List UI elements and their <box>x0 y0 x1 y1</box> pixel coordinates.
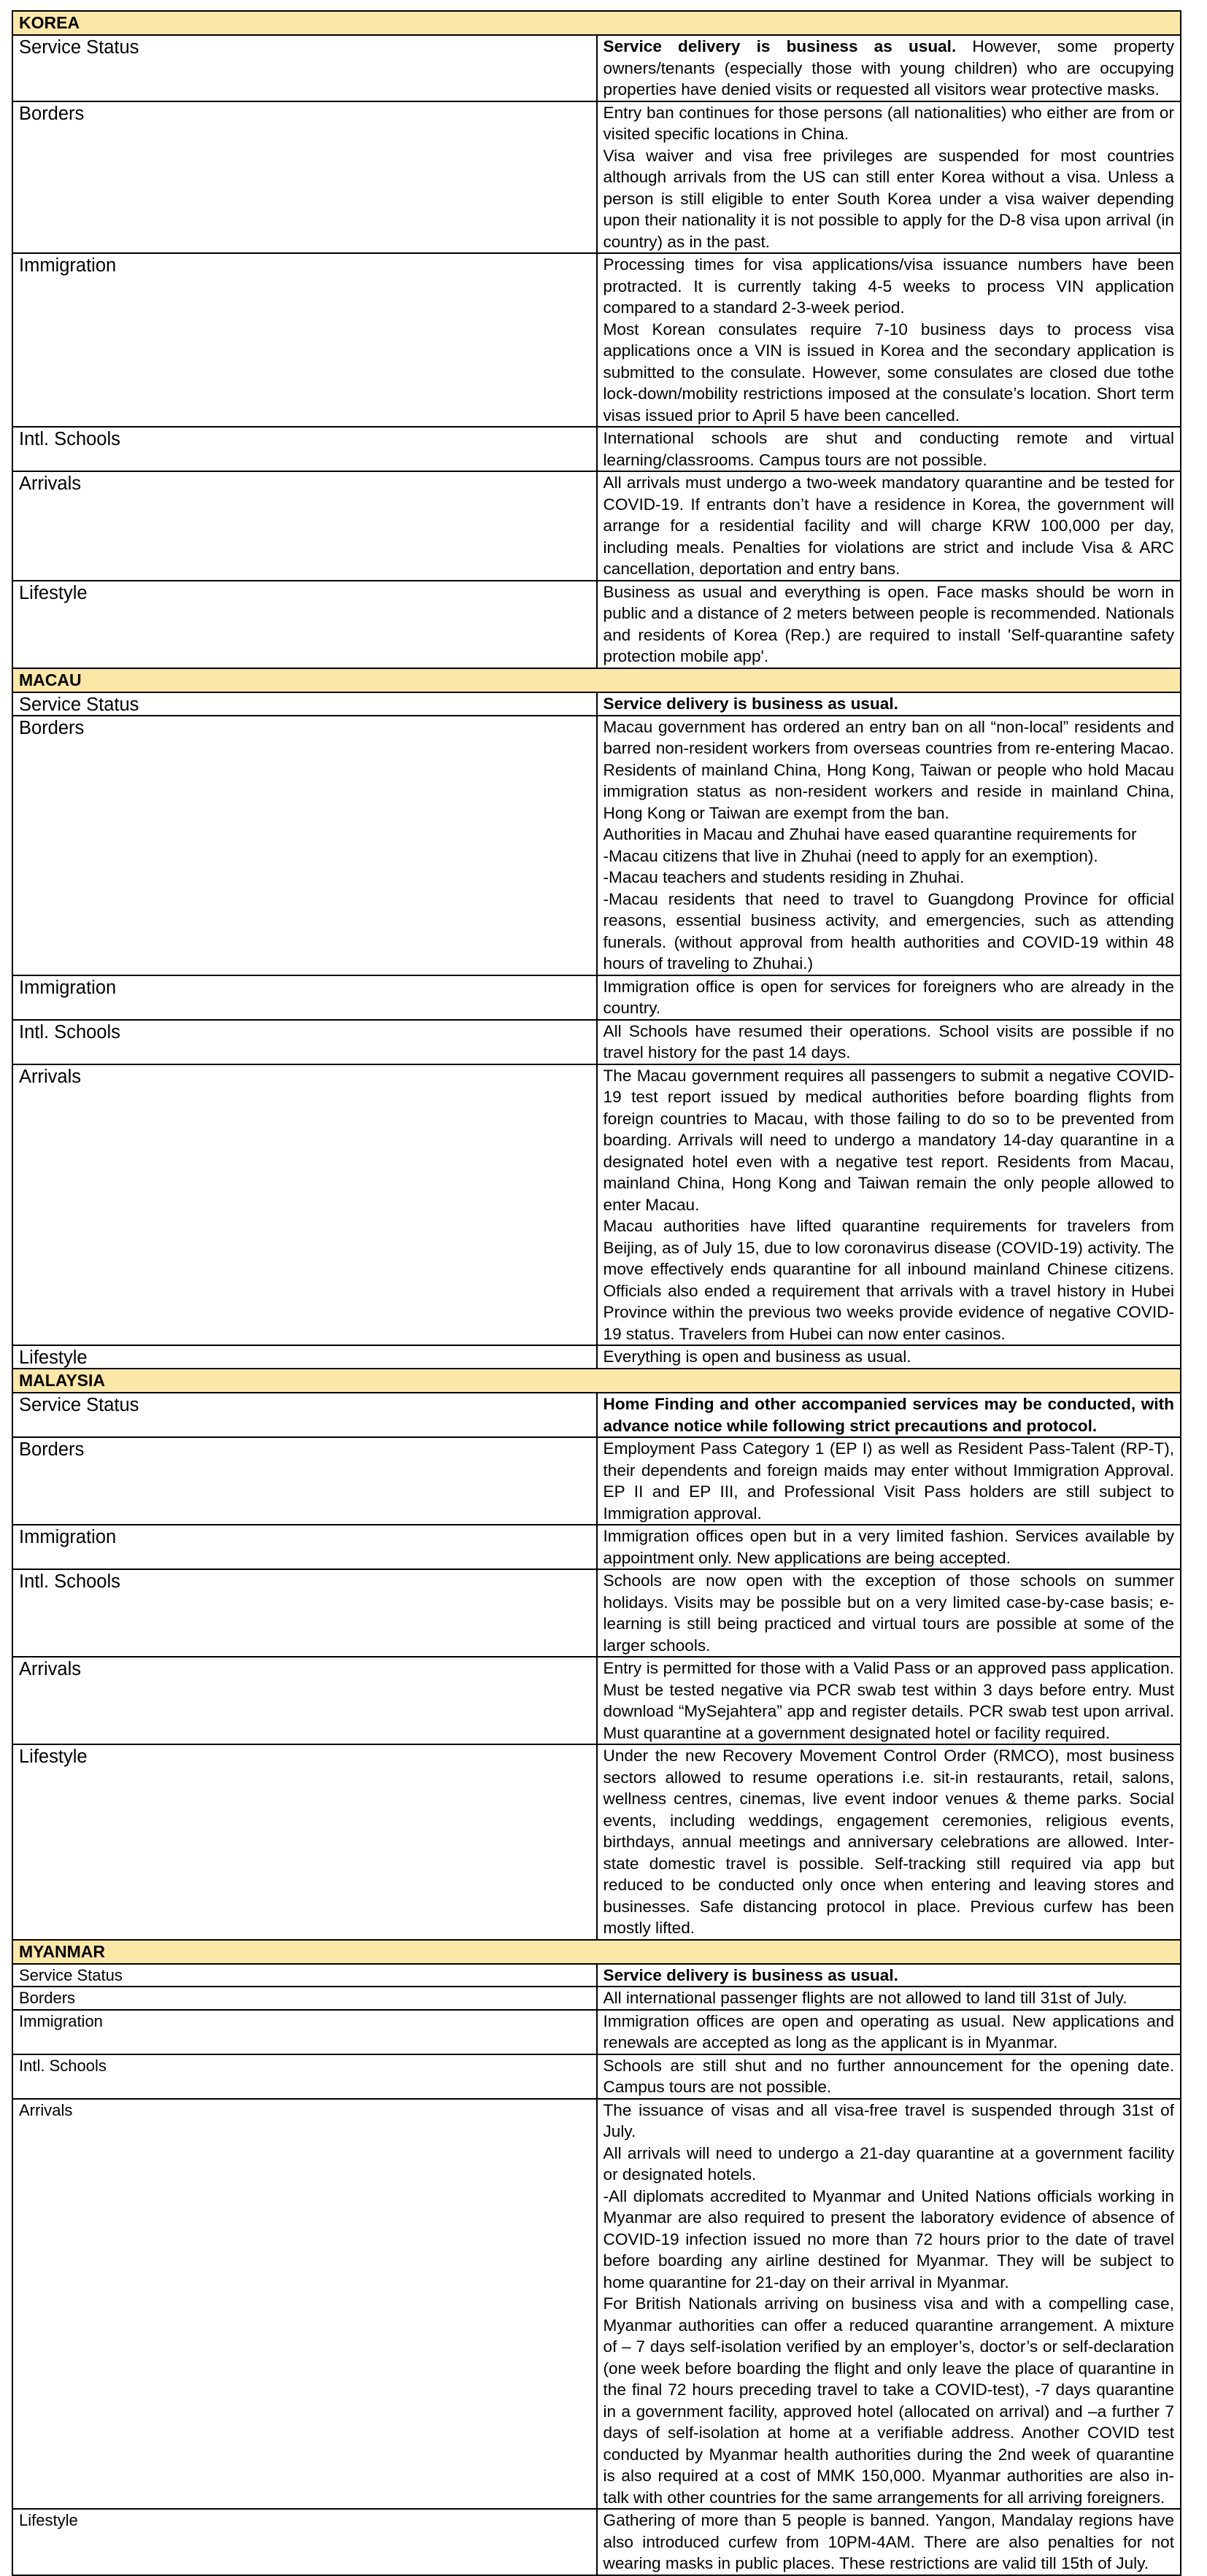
row-content <box>597 1569 1181 1657</box>
row-label: Immigration <box>12 253 597 427</box>
row-paragraph: Entry is permitted for those with a Valid Pass or an approved pass application. Must be tested negative via PCR swab test within 3 days before entry. Must download “MySejahtera” app and register details. PCR swab test upon arrival. Must quarantine at a government designated hotel or facility required. <box>603 1659 1174 1742</box>
table-row <box>12 1657 1181 1744</box>
table-row <box>12 1345 1181 1369</box>
table-row <box>12 471 1181 581</box>
status-statement: Service delivery is business as usual. <box>603 37 957 55</box>
row-content <box>597 1657 1181 1744</box>
row-label: Service Status <box>12 35 597 101</box>
row-paragraph: All arrivals must undergo a two-week mandatory quarantine and be tested for COVID-19. If entrants don’t have a residence in Korea, the government will arrange for a residential facility and will charge KRW 100,000 per day, including meals. Penalties for violations are strict and include Visa & ARC cancellation, deportation and entry bans. <box>603 473 1174 578</box>
row-paragraph: Immigration offices are open and operating as usual. New applications and renewals are accepted as long as the applicant is in Myanmar. <box>603 2011 1174 2051</box>
table-row <box>12 716 1181 975</box>
section-header-row <box>12 11 1181 35</box>
section-title: MACAU <box>12 668 1181 692</box>
table-row <box>12 2509 1181 2575</box>
row-label: Intl. Schools <box>12 1020 597 1064</box>
row-content <box>597 1345 1181 1369</box>
row-label: Borders <box>12 1987 597 2010</box>
section-title: KOREA <box>12 11 1181 35</box>
row-paragraph: Entry ban continues for those persons (all nationalities) who either are from or visited specific locations in China. <box>603 103 1174 143</box>
table-row <box>12 1525 1181 1569</box>
table-body <box>12 11 1181 2575</box>
row-paragraph: Immigration office is open for services for foreigners who are already in the country. <box>603 977 1174 1017</box>
table-row <box>12 427 1181 471</box>
row-label: Immigration <box>12 1525 597 1569</box>
table-row <box>12 35 1181 101</box>
row-content <box>597 716 1181 975</box>
table-row <box>12 253 1181 427</box>
row-content <box>597 692 1181 716</box>
table-row <box>12 1964 1181 1987</box>
section-title: MALAYSIA <box>12 1369 1181 1393</box>
row-content <box>597 1964 1181 1987</box>
row-label: Intl. Schools <box>12 1569 597 1657</box>
row-label: Arrivals <box>12 1064 597 1346</box>
table-row <box>12 1987 1181 2010</box>
row-paragraph: -Macau citizens that live in Zhuhai (need to apply for an exemption). <box>603 846 1098 865</box>
section-header-row <box>12 668 1181 692</box>
row-label: Immigration <box>12 975 597 1020</box>
row-label: Borders <box>12 101 597 254</box>
table-row <box>12 2054 1181 2099</box>
status-statement: Service delivery is business as usual. <box>603 694 898 713</box>
row-label: Arrivals <box>12 1657 597 1744</box>
row-label: Service Status <box>12 1964 597 1987</box>
table-row <box>12 1744 1181 1940</box>
row-label: Arrivals <box>12 471 597 581</box>
table-row <box>12 1064 1181 1346</box>
row-paragraph: The Macau government requires all passengers to submit a negative COVID-19 test report issued by medical authorities before boarding flights from foreign countries to Macau, with those failing to do so to be prevented from boarding. Arrivals will need to undergo a mandatory 14-day quarantine in a designated hotel even with a negative test report. Residents from Macau, mainland China, Hong Kong and Taiwan remain the only people allowed to enter Macau. <box>603 1066 1174 1214</box>
row-label: Service Status <box>12 692 597 716</box>
row-paragraph: However, some property owners/tenants (especially those with young children) who are occupying properties have denied visits or requested all visitors wear protective masks. <box>603 37 1175 98</box>
row-paragraph: All Schools have resumed their operations. School visits are possible if no travel history for the past 14 days. <box>603 1021 1174 1061</box>
table-row <box>12 581 1181 668</box>
row-label: Arrivals <box>12 2099 597 2510</box>
row-paragraph: Everything is open and business as usual. <box>603 1347 911 1366</box>
row-label: Lifestyle <box>12 1345 597 1369</box>
row-paragraph: Gathering of more than 5 people is banned. Yangon, Mandalay regions have also introduced curfew from 10PM-4AM. There are also penalties for not wearing masks in public places. These restrictions are valid till 15th of July. <box>603 2511 1174 2572</box>
row-paragraph: Authorities in Macau and Zhuhai have eased quarantine requirements for <box>603 825 1137 843</box>
row-content <box>597 253 1181 427</box>
row-content <box>597 975 1181 1020</box>
row-paragraph: Business as usual and everything is open. Face masks should be worn in public and a distance of 2 meters between people is recommended. Nationals and residents of Korea (Rep.) are required to install 'Self-quarantine safety protection mobile app'. <box>603 582 1174 665</box>
table-row <box>12 692 1181 716</box>
status-statement: Home Finding and other accompanied services may be conducted, with advance notice while following strict precautions and protocol. <box>603 1395 1174 1435</box>
row-label: Intl. Schools <box>12 427 597 471</box>
row-content <box>597 1744 1181 1940</box>
row-label: Lifestyle <box>12 1744 597 1940</box>
table-row <box>12 1569 1181 1657</box>
table-row <box>12 1437 1181 1525</box>
row-content <box>597 2509 1181 2575</box>
row-paragraph: All international passenger flights are not allowed to land till 31st of July. <box>603 1989 1127 2007</box>
row-content <box>597 1437 1181 1525</box>
row-paragraph: -All diplomats accredited to Myanmar and United Nations officials working in Myanmar are also required to present the laboratory evidence of absence of COVID-19 infection issued no more than 72 hours prior to the date of travel before boarding any airline destined for Myanmar. They will be subject to home quarantine for 21-day on their arrival in Myanmar. <box>603 2186 1174 2291</box>
section-header-row <box>12 1369 1181 1393</box>
row-content <box>597 581 1181 668</box>
table-row <box>12 975 1181 1020</box>
row-content <box>597 471 1181 581</box>
row-paragraph: All arrivals will need to undergo a 21-day quarantine at a government facility or designated hotels. <box>603 2143 1174 2184</box>
row-paragraph: Immigration offices open but in a very limited fashion. Services available by appointment only. New applications are being accepted. <box>603 1527 1174 1567</box>
row-paragraph: Most Korean consulates require 7-10 business days to process visa applications once a VIN is issued in Korea and the secondary application is submitted to the consulate. However, some consulates are closed due tothe lock-down/mobility restrictions imposed at the consulate’s location. Short term visas issued prior to April 5 have been cancelled. <box>603 320 1174 425</box>
section-header-row <box>12 1940 1181 1964</box>
row-content <box>597 1987 1181 2010</box>
row-content <box>597 101 1181 254</box>
row-label: Intl. Schools <box>12 2054 597 2099</box>
row-paragraph: Schools are still shut and no further announcement for the opening date. Campus tours are not possible. <box>603 2056 1174 2096</box>
table-row <box>12 1393 1181 1437</box>
row-content <box>597 35 1181 101</box>
row-paragraph: -Macau teachers and students residing in Zhuhai. <box>603 868 965 886</box>
row-label: Immigration <box>12 2010 597 2054</box>
row-content <box>597 1393 1181 1437</box>
row-label: Lifestyle <box>12 2509 597 2575</box>
row-paragraph: -Macau residents that need to travel to Guangdong Province for official reasons, essential business activity, and emergencies, such as attending funerals. (without approval from health authorities and COVID-19 within 48 hours of traveling to Zhuhai.) <box>603 889 1174 972</box>
section-title: MYANMAR <box>12 1940 1181 1964</box>
row-label: Lifestyle <box>12 581 597 668</box>
row-paragraph: Visa waiver and visa free privileges are suspended for most countries although arrivals from the US can still enter Korea without a visa. Unless a person is still eligible to enter South Korea under a visa waiver depending upon their nationality it is not possible to apply for the D-8 visa upon arrival (in country) as in the past. <box>603 146 1174 251</box>
row-content <box>597 1525 1181 1569</box>
row-content <box>597 1064 1181 1346</box>
row-paragraph: For British Nationals arriving on business visa and with a compelling case, Myanmar authorities can offer a reduced quarantine arrangement. A mixture of – 7 days self-isolation verified by an employer’s, doctor’s or self-declaration (one week before boarding the flight and only leave the place of quarantine in the final 72 hours preceding travel to take a COVID-test), -7 days quarantine in a government facility, approved hotel (allocated on arrival) and –a further 7 days of self-isolation at home at a verifiable address. Another COVID test conducted by Myanmar health authorities during the 2nd week of quarantine is also required at a cost of MMK 150,000. Myanmar authorities are also in-talk with other countries for the same arrangements for all arriving foreigners. <box>603 2294 1174 2507</box>
row-paragraph: Under the new Recovery Movement Control Order (RMCO), most business sectors allowed to resume operations i.e. sit-in restaurants, retail, salons, wellness centres, cinemas, live event indoor venues & theme parks. Social events, including weddings, engagement ceremonies, religious events, birthdays, annual meetings and anniversary celebrations are allowed. Inter-state domestic travel is possible. Self-tracking still required via app but reduced to be conducted only once when entering and leaving stores and businesses. Safe distancing protocol in place. Previous curfew has been mostly lifted. <box>603 1747 1174 1937</box>
row-paragraph: Processing times for visa applications/visa issuance numbers have been protracted. It is currently taking 4-5 weeks to process VIN application compared to a standard 2-3-week period. <box>603 255 1174 317</box>
row-paragraph: Schools are now open with the exception of those schools on summer holidays. Visits may be possible but on a very limited case-by-case basis; e-learning is still being practiced and virtual tours are possible at some of the larger schools. <box>603 1571 1174 1655</box>
table-row <box>12 101 1181 254</box>
table-row <box>12 2099 1181 2510</box>
status-statement: Service delivery is business as usual. <box>603 1965 898 1984</box>
row-label: Borders <box>12 716 597 975</box>
row-content <box>597 427 1181 471</box>
row-paragraph: International schools are shut and conducting remote and virtual learning/classrooms. Campus tours are not possible. <box>603 429 1174 469</box>
row-paragraph: Employment Pass Category 1 (EP I) as well as Resident Pass-Talent (RP-T), their dependents and foreign maids may enter without Immigration Approval. EP II and EP III, and Professional Visit Pass holders are still subject to Immigration approval. <box>603 1439 1174 1523</box>
table-row <box>12 1020 1181 1064</box>
row-content <box>597 2099 1181 2510</box>
country-status-table <box>12 10 1181 2576</box>
row-paragraph: The issuance of visas and all visa-free travel is suspended through 31st of July. <box>603 2100 1174 2140</box>
row-content <box>597 2054 1181 2099</box>
table-row <box>12 2010 1181 2054</box>
row-content <box>597 2010 1181 2054</box>
row-paragraph: Macau government has ordered an entry ban on all “non-local” residents and barred non-resident workers from overseas countries from re-entering Macao. Residents of mainland China, Hong Kong, Taiwan or people who hold Macau immigration status as non-resident workers and reside in mainland China, Hong Kong or Taiwan are exempt from the ban. <box>603 717 1174 822</box>
country-status-document <box>12 10 1181 2576</box>
row-content <box>597 1020 1181 1064</box>
row-paragraph: Macau authorities have lifted quarantine requirements for travelers from Beijing, as of July 15, due to low coronavirus disease (COVID-19) activity. The move effectively ends quarantine for all inbound mainland Chinese citizens. Officials also ended a requirement that arrivals with a travel history in Hubei Province within the previous two weeks provide evidence of negative COVID-19 status. Travelers from Hubei can now enter casinos. <box>603 1217 1174 1343</box>
row-label: Service Status <box>12 1393 597 1437</box>
row-label: Borders <box>12 1437 597 1525</box>
